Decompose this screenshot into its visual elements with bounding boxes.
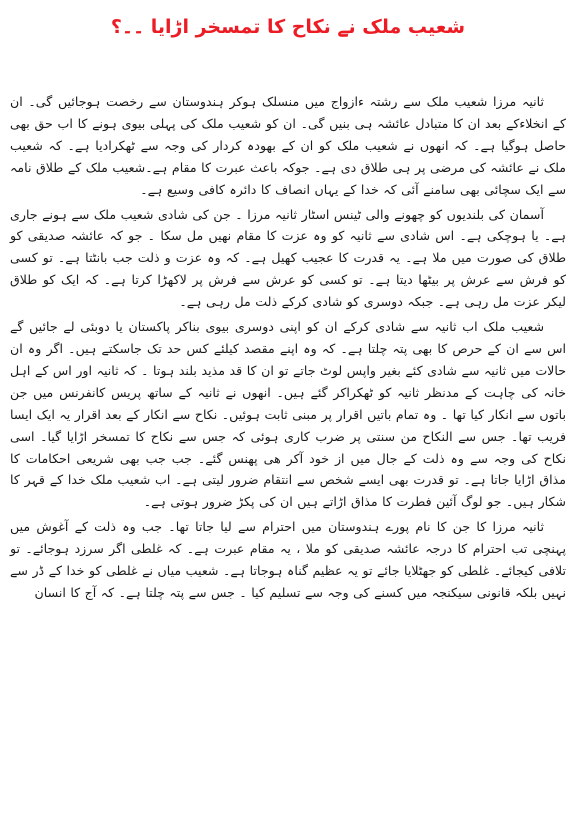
article-paragraph: شعیب ملک اب ثانیہ سے شادی کرکے ان کو اپنی دوسری بیوی بناکر پاکستان یا دوبئی لے جائیں گے اس سے ان کے حرص کا بھی پتہ چلتا ہے۔ کہ وہ اپنے مقصد کیلئے کس حد تک جاسکتے ہیں۔ اگر وہ ان حالات میں ثانیہ سے شادی کئے بغیر واپس لوٹ جاتے تو ان کا قد مذید بلند ہوتا ۔ کہ ثانیہ اور اس کے اہل خانہ کی چاہت کے مدنظر ثانیہ کو ٹھکراکر گئے ہیں۔ انھوں نے ثانیہ کے ساتھ پریس کانفرنس میں جن باتوں سے انکار کیا تھا ۔ وہ تمام باتیں اقرار پر مبنی ثابت ہوئیں۔ نکاح سے انکار کے بعد اقرار یہ ایک ایسا فریب تھا۔ جس سے النکاح من سنتی پر ضرب کاری ہوئی کہ جس سے نکاح کا تمسخر اڑایا گیا۔ اسی نکاح کی وجہ سے وہ ذلت کے جال میں از خود آکر ھی پھنس گئے۔ جب جب بھی شریعی احکامات کا مذاق اڑایا جاتا ہے۔ تو قدرت بھی ایسے شخص سے انتقام ضرور لیتی ہے۔ اب شعیب ملک خدا کے قہر کا شکار ہیں۔ جو لوگ آئین فطرت کا مذاق اڑاتے ہیں ان کی پکڑ ضرور ہوتی ہے۔ <box>10 319 566 510</box>
article-body <box>10 91 566 604</box>
article-paragraph: ثانیہ مرزا کا جن کا نام پورے ہندوستان میں احترام سے لیا جاتا تھا۔ جب وہ ذلت کے آغوش میں پہنچی تب احترام کا درجہ عائشہ صدیقی کو ملا ، یہ مقام عبرت ہے۔ کہ غلطی اگر سرزد ہوجائے۔ تو تلافی کیجائے۔ غلطی کو جھٹلایا جائے تو یہ عظیم گناہ ہوجاتا ہے۔ شعیب میاں نے غلطی کو خدا کے ڈر سے نہیں بلکہ قانونی سیکنجہ میں کسنے کی وجہ سے تسلیم کیا ۔ جس سے پتہ چلتا ہے۔ کہ آج کا انسان <box>10 519 566 600</box>
article-paragraph: آسمان کی بلندیوں کو چھونے والی ٹینس اسٹار ثانیہ مرزا ۔ جن کی شادی شعیب ملک سے ہونے جاری ہے۔ یا ہوچکی ہے۔ اس شادی سے ثانیہ کو وہ عزت کا مقام نھیں مل سکا ۔ جو کہ عائشہ صدیقی کو طلاق کی صورت میں ملا ہے۔ یہ قدرت کا عجیب کھیل ہے۔ کہ وہ عزت و ذلت جب بانٹتا ہے۔ تو کسی کو فرش سے عرش پر بیٹھا دیتا ہے۔ تو کسی کو عرش سے فرش پر لاکھڑا کرتا ہے۔ کہ ایک کو طلاق لیکر عزت مل رہی ہے۔ جبکہ دوسری کو شادی کرکے ذلت مل رہی ہے۔ <box>10 206 566 310</box>
article-title: شعیب ملک نے نکاح کا تمسخر اڑایا ۔۔؟ <box>110 16 466 38</box>
article-paragraph: ثانیہ مرزا شعیب ملک سے رشتہ ءازواج میں منسلک ہوکر ہندوستان سے رخصت ہوجائیں گی۔ ان کے انخلاءکے بعد ان کا متبادل عائشہ ہی بنیں گی۔ ان کو شعیب ملک کی پہلی بیوی ہونے کا اب حق بھی حاصل ہوگیا ہے۔ کہ انھوں نے شعیب ملک کو ان کے بھودہ کردار کی وجہ سے ٹھکرادیا ہے۔ کہ شعیب ملک نے عائشہ کی مرضی پر ہی طلاق دی ہے۔ جوکہ باعث عبرت کا مقام ہے۔شعیب ملک کے طلاق نامہ سے ایک سچائی بھی سامنے آئی کہ خدا کے یہاں انصاف کا دائرہ کافی وسیع ہے۔ <box>10 94 566 197</box>
